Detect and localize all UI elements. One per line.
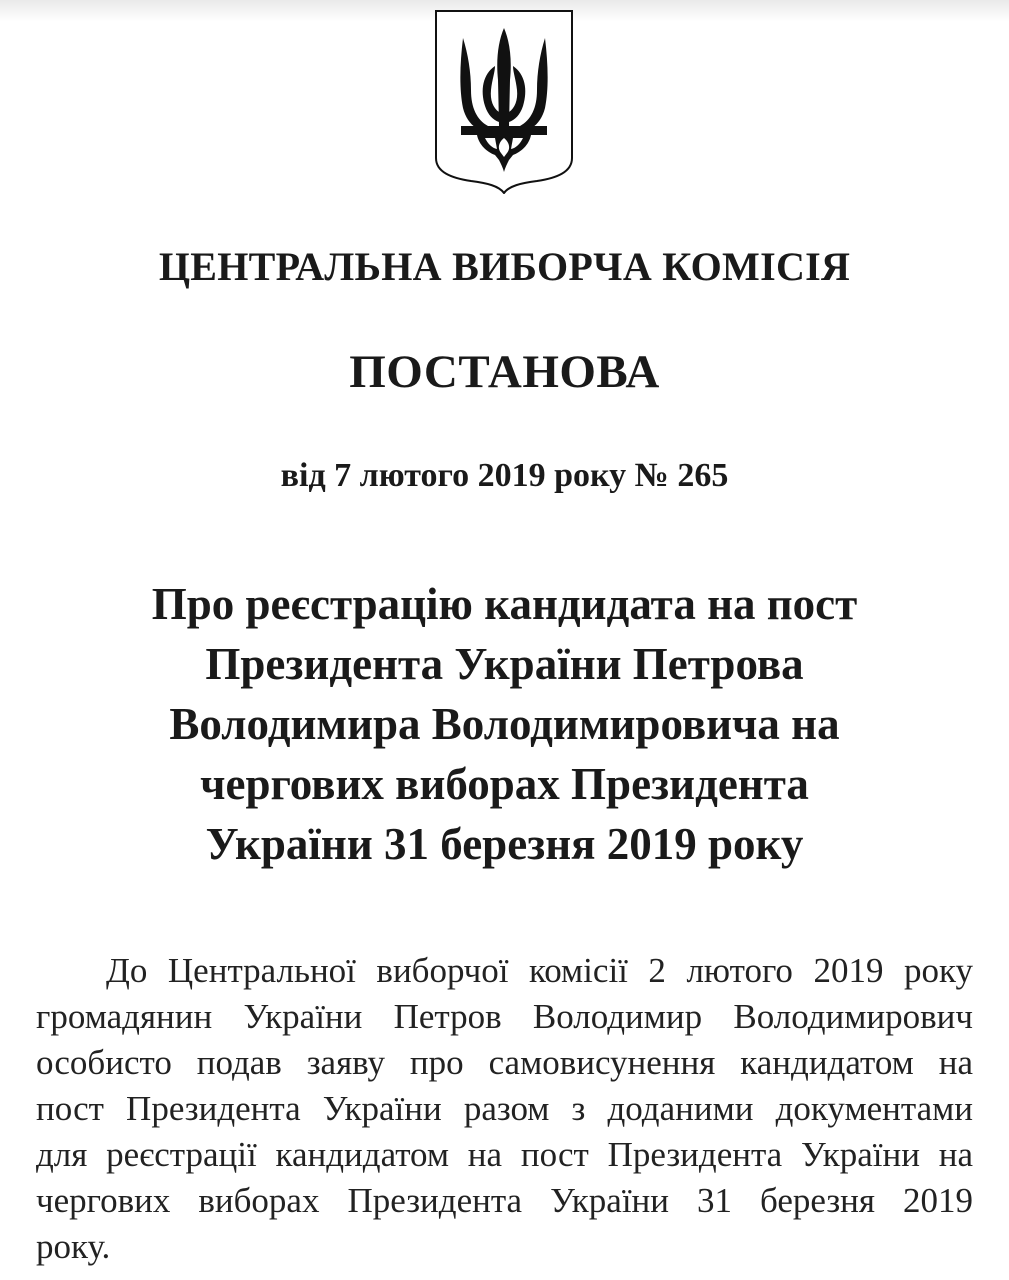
organization-name: ЦЕНТРАЛЬНА ВИБОРЧА КОМІСІЯ: [158, 244, 851, 289]
title-line: Про реєстрацію кандидата на пост: [151, 579, 858, 629]
body-line: До Центральної виборчої комісії 2 лютого 2019 року: [106, 951, 973, 990]
body-line: чергових виборах Президента України 31 березня 2019: [36, 1181, 973, 1220]
title-line: Президента України Петрова: [205, 639, 804, 689]
title-line: України 31 березня 2019 року: [205, 819, 804, 869]
body-paragraph: [36, 948, 973, 1270]
body-line: особисто подав заяву про самовисунення кандидатом на: [36, 1043, 973, 1082]
body-line: пост Президента України разом з доданими документами: [36, 1089, 973, 1128]
title-line: Володимира Володимировича на: [169, 699, 840, 749]
coat-of-arms-icon: [433, 8, 575, 194]
date-and-number: від 7 лютого 2019 року № 265: [280, 457, 729, 494]
title-line: чергових виборах Президента: [200, 759, 809, 809]
body-line: року.: [36, 1227, 111, 1266]
document-title: [60, 574, 949, 874]
body-line: для реєстрації кандидатом на пост Президента України на: [36, 1135, 973, 1174]
body-line: громадянин України Петров Володимир Володимирович: [36, 997, 973, 1036]
document-type: ПОСТАНОВА: [349, 346, 660, 398]
